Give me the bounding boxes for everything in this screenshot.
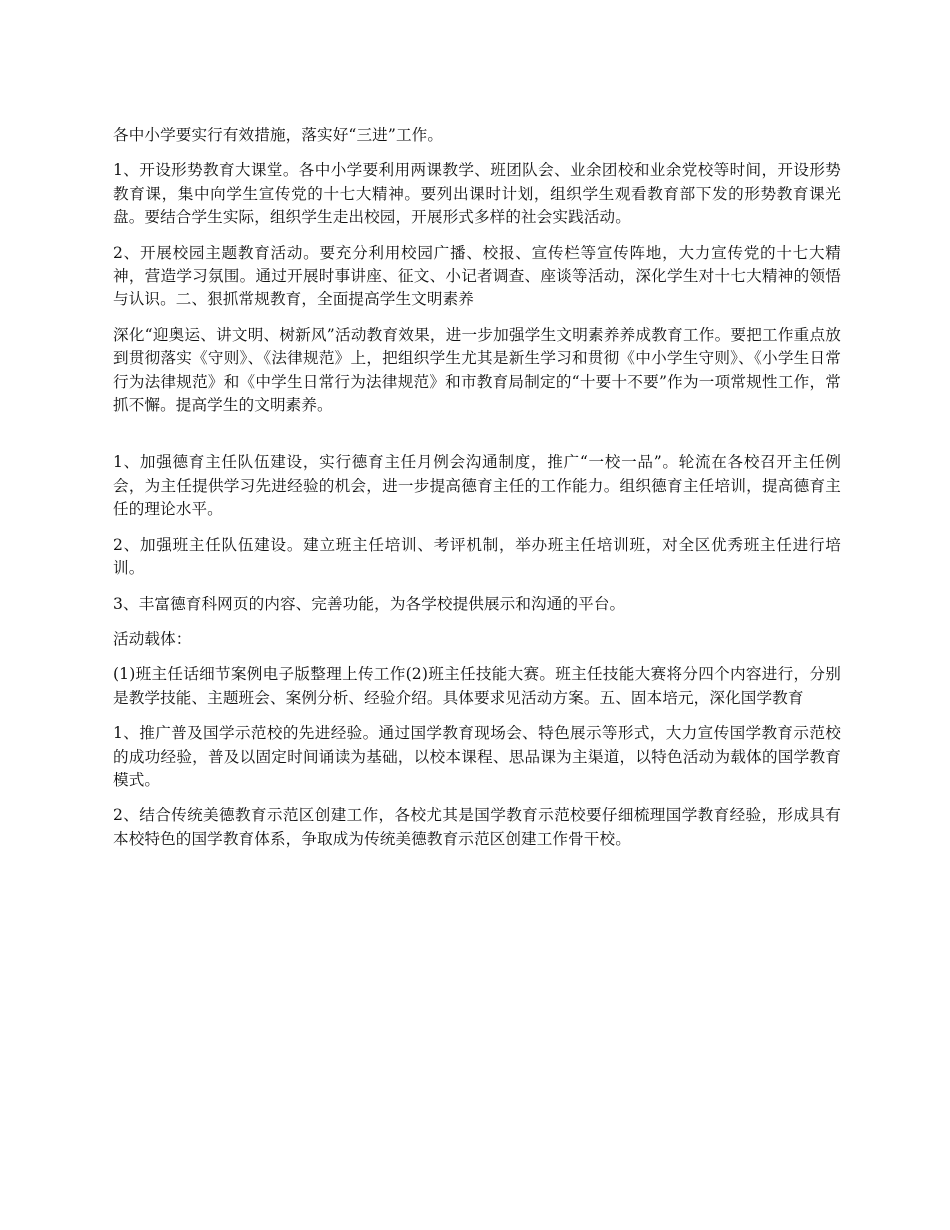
paragraph-campus-theme: 2、开展校园主题教育活动。要充分利用校园广播、校报、宣传栏等宣传阵地，大力宣传党的十七大精神，营造学习氛围。通过开展时事讲座、征文、小记者调查、座谈等活动，深化学生对十七大精神的领悟与认识。二、狠抓常规教育，全面提高学生文明素养 xyxy=(113,243,841,309)
document-body xyxy=(113,124,841,863)
paragraph-civility: 深化“迎奥运、讲文明、树新风”活动教育效果，进一步加强学生文明素养养成教育工作。要把工作重点放到贯彻落实《守则》、《法律规范》上，把组织学生尤其是新生学习和贯彻《中小学生守则》、《小学生日常行为法律规范》和《中学生日常行为法律规范》和市教育局制定的“十要十不要”作为一项常规性工作，常抓不懈。提高学生的文明素养。 xyxy=(113,325,841,415)
paragraph-sinology-promote: 1、推广普及国学示范校的先进经验。通过国学教育现场会、特色展示等形式，大力宣传国学教育示范校的成功经验，普及以固定时间诵读为基础，以校本课程、思品课为主渠道，以特色活动为载体的国学教育模式。 xyxy=(113,724,841,789)
paragraph-moral-director: 1、加强德育主任队伍建设，实行德育主任月例会沟通制度，推广“一校一品”。轮流在各校召开主任例会，为主任提供学习先进经验的机会，进一步提高德育主任的工作能力。组织德育主任培训，提高德育主任的理论水平。 xyxy=(113,453,841,519)
paragraph-intro: 各中小学要实行有效措施，落实好“三进”工作。 xyxy=(113,126,444,144)
paragraph-traditional-virtue: 2、结合传统美德教育示范区创建工作，各校尤其是国学教育示范校要仔细梳理国学教育经验，形成具有本校特色的国学教育体系，争取成为传统美德教育示范区创建工作骨干校。 xyxy=(113,806,841,848)
paragraph-activity-carrier: 活动载体： xyxy=(113,629,192,648)
paragraph-skills-contest: (1)班主任话细节案例电子版整理上传工作(2)班主任技能大赛。班主任技能大赛将分四个内容进行，分别是教学技能、主题班会、案例分析、经验介绍。具体要求见活动方案。五、固本培元，深化国学教育 xyxy=(113,665,841,707)
paragraph-situation-class: 1、开设形势教育大课堂。各中小学要利用两课教学、班团队会、业余团校和业余党校等时间，开设形势教育课，集中向学生宣传党的十七大精神。要列出课时计划，组织学生观看教育部下发的形势教育课光盘。要结合学生实际，组织学生走出校园，开展形式多样的社会实践活动。 xyxy=(113,161,841,227)
paragraph-webpage: 3、丰富德育科网页的内容、完善功能，为各学校提供展示和沟通的平台。 xyxy=(113,594,626,613)
paragraph-class-teacher: 2、加强班主任队伍建设。建立班主任培训、考评机制，举办班主任培训班，对全区优秀班主任进行培训。 xyxy=(113,535,841,578)
